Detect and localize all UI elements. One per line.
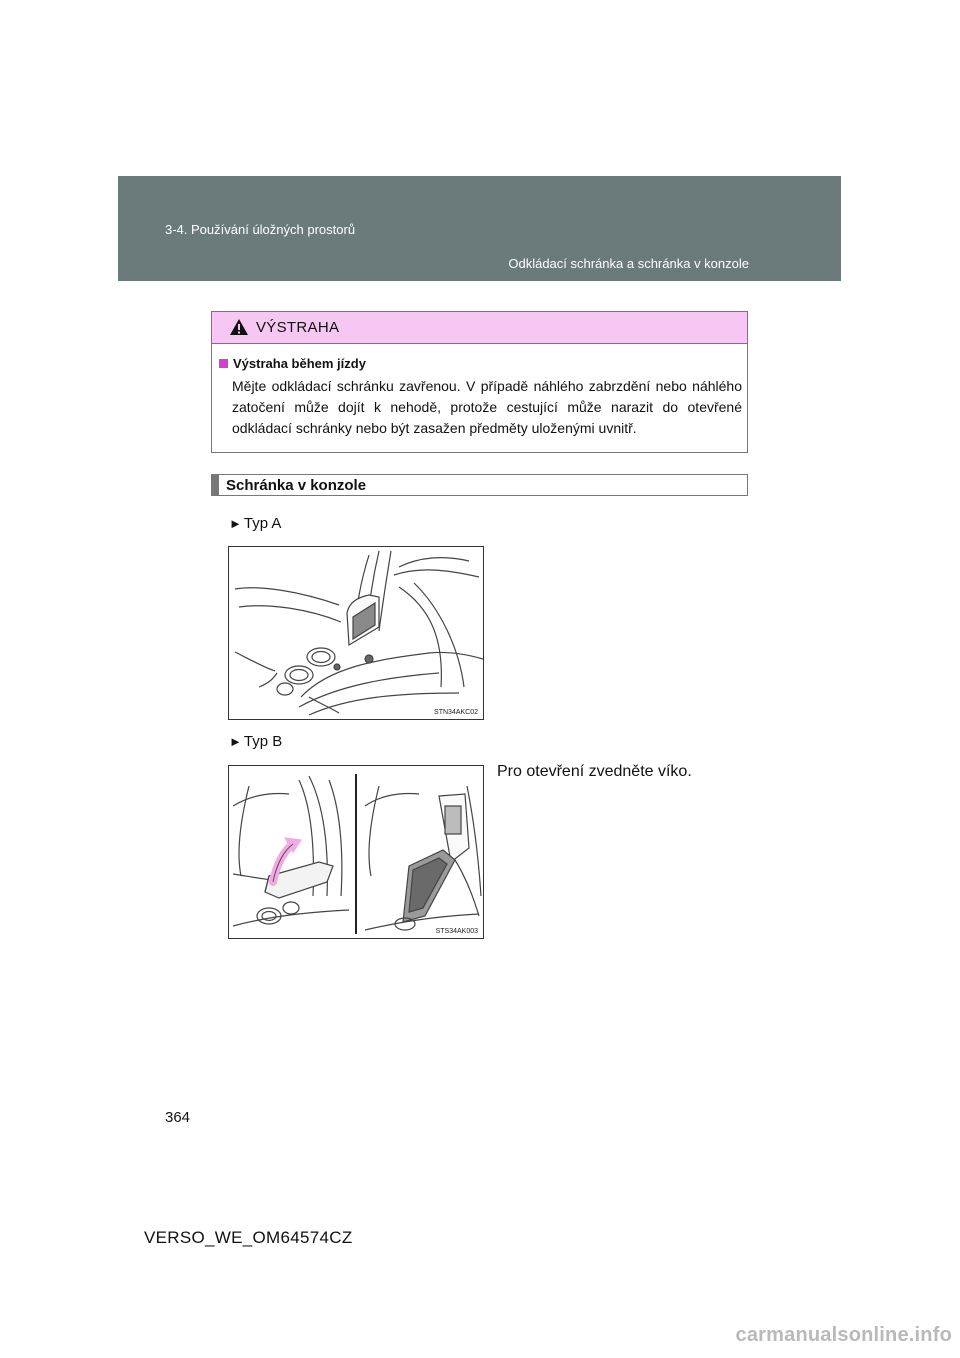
warning-title: VÝSTRAHA	[256, 319, 340, 336]
figure-code: STS34AK003	[435, 928, 478, 935]
warning-triangle-icon	[229, 318, 249, 336]
warning-subheading	[219, 356, 366, 371]
section-heading: Schránka v konzole	[226, 477, 367, 494]
warning-header	[212, 312, 747, 344]
chapter-section-label: 3-4. Používání úložných prostorů	[165, 222, 356, 237]
section-heading-accent	[212, 475, 219, 495]
type-b-label-text: Typ B	[243, 733, 283, 750]
figure-type-b	[228, 765, 484, 939]
type-a-label-text: Typ A	[243, 515, 282, 532]
figure-code: STN34AKC02	[434, 709, 478, 716]
page-subtitle: Odkládací schránka a schránka v konzole	[508, 256, 749, 271]
type-b-instruction: Pro otevření zvedněte víko.	[497, 763, 692, 780]
watermark: carmanualsonline.info	[735, 1324, 952, 1346]
square-bullet-icon	[219, 359, 228, 368]
console-box-type-a-illustration	[229, 547, 483, 719]
arrow-right-icon: ►	[229, 734, 242, 749]
document-code: VERSO_WE_OM64574CZ	[144, 1228, 353, 1247]
type-a-label	[229, 515, 281, 532]
page-number: 364	[165, 1109, 191, 1126]
type-b-label	[229, 733, 282, 750]
figure-type-a	[228, 546, 484, 720]
console-box-type-b-illustration	[229, 766, 483, 938]
warning-text: Mějte odkládací schránku zavřenou. V případě náhlého zabrzdění nebo náhlého zatočení může dojít k nehodě, protože cestující může narazit do otevřené odkládací schránky nebo být zasažen předměty uloženými uvnitř.	[232, 378, 742, 436]
arrow-right-icon: ►	[229, 516, 242, 531]
warning-subheading-text: Výstraha během jízdy	[233, 356, 366, 371]
section-heading-bar	[211, 474, 748, 496]
warning-box	[211, 311, 748, 453]
